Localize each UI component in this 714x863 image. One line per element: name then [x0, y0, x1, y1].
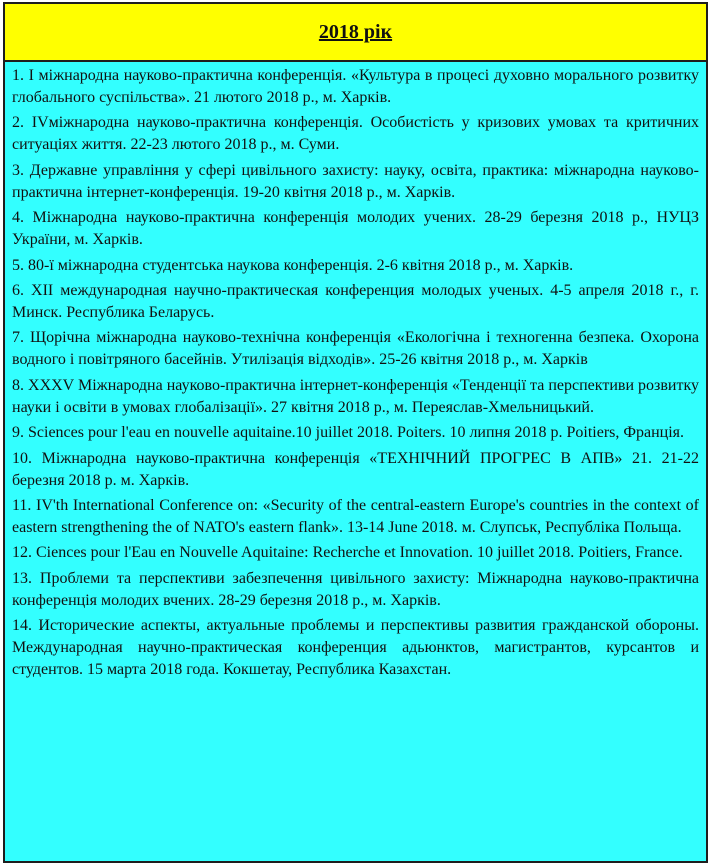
year-title: 2018 рік [318, 20, 393, 43]
header-row [4, 3, 707, 61]
conference-entry-14: 14. Исторические аспекты, актуальные проблемы и перспективы развития гражданской обороны. Международная научно-практическая конференция адьюнктов, магистрантов, курсантов и студентов. 15 марта 2018 года. Кокшетау, Республика Казахстан. [12, 617, 699, 679]
conference-entry-5: 5. 80-ї міжнародна студентська наукова конференція. 2-6 квітня 2018 р., м. Харків. [12, 256, 574, 274]
conference-entry-7: 7. Щорічна міжнародна науково-технічна конференція «Екологічна і техногенна безпека. Охорона водного і повітряного басейнів. Утилізація відходів». 25-26 квітня 2018 р., м. Харків [12, 329, 699, 369]
conference-entry-1: 1. І міжнародна науково-практична конференція. «Культура в процесі духовно морального розвитку глобального суспільства». 21 лютого 2018 р., м. Харків. [12, 67, 699, 106]
conference-entry-2: 2. IVміжнародна науково-практична конференція. Особистість у кризових умовах та критичних ситуаціях життя. 22-23 лютого 2018 р., м. Суми. [12, 114, 699, 154]
conference-entry-11: 11. IV'th International Conference on: «Security of the central-eastern Europe's countries in the context of eastern strengthening the of NATO's eastern flank». 13-14 June 2018. м. Слупськ, Республіка Польща. [12, 496, 699, 536]
conference-entry-13: 13. Проблеми та перспективи забезпечення цивільного захисту: Міжнародна науково-практична конференція молодих вчених. 28-29 березня 2018 р., м. Харків. [12, 569, 699, 609]
conference-table [3, 2, 708, 863]
conference-entry-10: 10. Міжнародна науково-практична конференція «ТЕХНІЧНИЙ ПРОГРЕС В АПВ» 21. 21-22 березня 2018 р. м. Харків. [12, 449, 699, 489]
conference-entry-6: 6. XII международная научно-практическая конференция молодых ученых. 4-5 апреля 2018 г., г. Минск. Республика Беларусь. [12, 281, 699, 321]
header-cell [4, 3, 707, 61]
conference-entry-8: 8. XXXV Міжнародна науково-практична інтернет-конференція «Тенденції та перспективи розвитку науки і освіти в умовах глобалізації». 27 квітня 2018 р., м. Переяслав-Хмельницький. [12, 376, 699, 416]
conference-list [4, 61, 707, 862]
conference-entry-9: 9. Sciences pour l'eau en nouvelle aquitaine.10 juillet 2018. Poiters. 10 липня 2018 р. Poitiers, Франція. [12, 424, 685, 442]
body-row [4, 61, 707, 862]
conference-entry-4: 4. Міжнародна науково-практична конференція молодих учених. 28-29 березня 2018 р., НУЦЗ України, м. Харків. [12, 209, 699, 249]
conference-entry-3: 3. Державне управління у сфері цивільного захисту: науку, освіта, практика: міжнародна науково-практична інтернет-конференція. 19-20 квітня 2018 р., м. Харків. [12, 161, 699, 201]
conference-entry-12: 12. Ciences pour l'Eau en Nouvelle Aquitaine: Recherche et Innovation. 10 juillet 2018. Poitiers, France. [12, 544, 683, 562]
